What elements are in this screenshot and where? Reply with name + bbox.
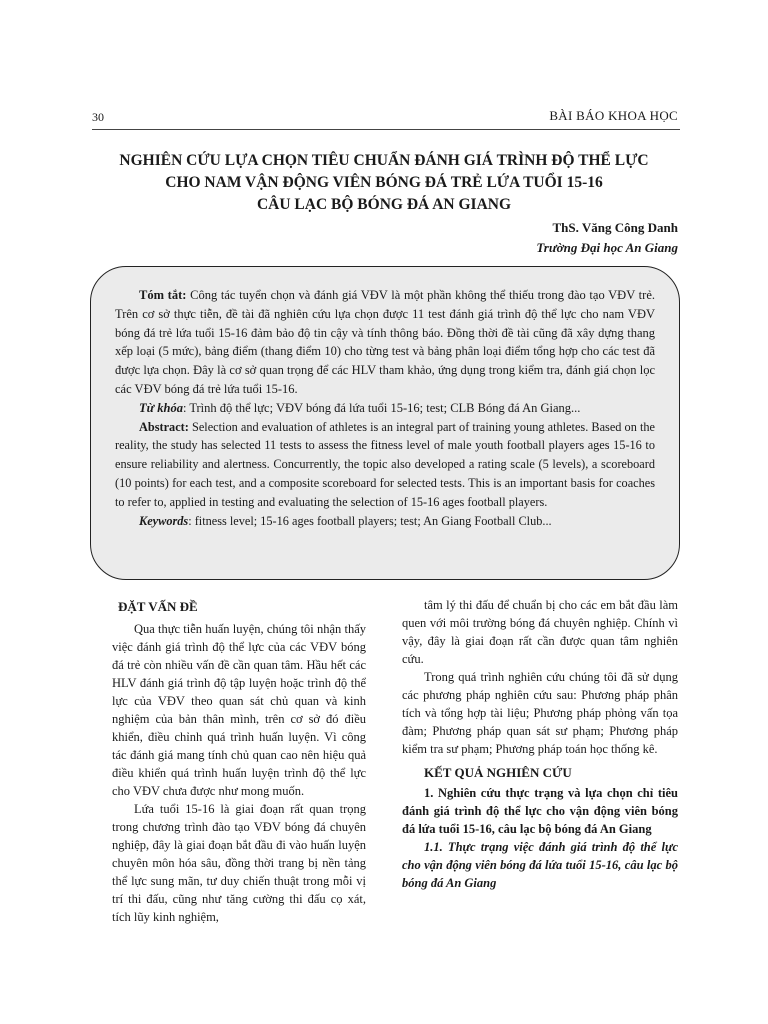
section-heading-introduction: ĐẶT VẤN ĐỀ	[118, 599, 198, 614]
header-divider	[92, 129, 680, 130]
keywords-vi-label: Từ khóa	[139, 400, 183, 415]
body-paragraph: Trong quá trình nghiên cứu chúng tôi đã sử dụng các phương pháp nghiên cứu sau: Phương pháp phân tích và tổng hợp tài liệu; Phương pháp phỏng vấn tọa đàm; Phương pháp quan sát sư phạm; Phương pháp kiểm tra sư phạm; Phương pháp toán học thống kê.	[402, 670, 678, 756]
subsection-heading: 1. Nghiên cứu thực trạng và lựa chọn chỉ tiêu đánh giá trình độ thể lực cho vận động viên bóng đá lứa tuổi 15-16, câu lạc bộ bóng đá An Giang	[402, 786, 678, 836]
title-line: CÂU LẠC BỘ BÓNG ĐÁ AN GIANG	[256, 196, 512, 213]
title-line: NGHIÊN CỨU LỰA CHỌN TIÊU CHUẨN ĐÁNH GIÁ TRÌNH ĐỘ THỂ LỰC	[119, 152, 649, 169]
keywords-vi-text: : Trình độ thể lực; VĐV bóng đá lứa tuổi 15-16; test; CLB Bóng đá An Giang...	[182, 400, 581, 415]
summary-label: Tóm tắt:	[139, 288, 187, 302]
body-paragraph: tâm lý thi đấu để chuẩn bị cho các em bắt đầu làm quen với môi trường bóng đá chuyên nghiệp. Chính vì vậy, đây là giai đoạn rất cần được quan tâm nghiên cứu.	[402, 598, 678, 666]
english-keywords	[115, 512, 655, 531]
title-line: CHO NAM VẬN ĐỘNG VIÊN BÓNG ĐÁ TRẺ LỨA TUỔI 15-16	[165, 174, 603, 191]
section-heading-results: KẾT QUẢ NGHIÊN CỨU	[424, 765, 572, 780]
abstract-text: Selection and evaluation of athletes is an integral part of training young athletes. Based on the reality, the study has selected 11 tests to assess the fitness level of male youth football players ages 15-16 to ensure reliability and alertness. Concurrently, the topic also developed a rating scale (5 levels), a scoreboard (10 points) for each test, and a composite scoreboard for selected tests. This is an important basis for coaches to refer to, applied in testing and evaluating the selection of 15-16 ages football players.	[115, 419, 655, 509]
body-paragraph: Lứa tuổi 15-16 là giai đoạn rất quan trọng trong chương trình đào tạo VĐV bóng đá chuyên nghiệp, đây là giai đoạn bắt đầu đi vào huấn luyện chuyên môn hóa sâu, đồng thời trang bị nền tảng thể lực sung mãn, tư duy chiến thuật trong mỗi vị trí thi đấu, cũng như tăng cường thi đấu cọ xát, tích lũy kinh nghiệm,	[112, 802, 366, 924]
body-paragraph: Qua thực tiễn huấn luyện, chúng tôi nhận thấy việc đánh giá trình độ thể lực của các VĐV bóng đá trẻ còn nhiều vấn đề cần quan tâm. Hầu hết các HLV đánh giá trình độ tập luyện hoặc trình độ thể lực của VĐV theo quan sát chủ quan và kinh nghiệm của bản thân mình, trên cơ sở đó điều khiển, điều chỉnh quá trình huấn luyện. Vì công tác đánh giá mang tính chủ quan cao nên hiệu quả điều khiển quá trình huấn luyện trình độ thể lực cho VĐV chưa được như mong muốn.	[112, 622, 366, 798]
abstract-label: Abstract:	[139, 419, 189, 434]
article-title	[70, 150, 698, 216]
running-head: BÀI BÁO KHOA HỌC	[549, 108, 678, 123]
author-name: ThS. Văng Công Danh	[552, 220, 678, 235]
abstract-box	[90, 266, 680, 580]
summary-text: Công tác tuyển chọn và đánh giá VĐV là một phần không thể thiếu trong đào tạo VĐV trẻ. Trên cơ sở thực tiễn, đề tài đã nghiên cứu lựa chọn được 11 test đánh giá trình độ thể lực cho nam VĐV bóng đá trẻ lứa tuổi 15-16 đảm bảo độ tin cậy và tính thông báo. Đồng thời đề tài cũng đã xây dựng thang xếp loại (5 mức), bảng điểm (thang điểm 10) cho từng test và bảng phân loại điểm tổng hợp cho các test đã được lựa chọn. Đây là cơ sở quan trọng để các HLV tham khảo, ứng dụng trong kiểm tra, đánh giá chọn lọc các VĐV bóng đá trẻ lứa tuổi 15-16.	[115, 288, 655, 396]
body-column-right	[402, 596, 678, 892]
vietnamese-keywords	[115, 399, 655, 418]
body-column-left	[112, 598, 366, 926]
keywords-en-text: : fitness level; 15-16 ages football players; test; An Giang Football Club...	[188, 513, 552, 528]
vietnamese-summary	[115, 286, 655, 399]
subsubsection-heading: 1.1. Thực trạng việc đánh giá trình độ thể lực cho vận động viên bóng đá lứa tuổi 15-16, câu lạc bộ bóng đá An Giang	[402, 840, 678, 890]
english-abstract	[115, 418, 655, 512]
author-affiliation: Trường Đại học An Giang	[536, 240, 678, 255]
page-number: 30	[92, 110, 104, 124]
keywords-en-label: Keywords	[139, 513, 189, 528]
